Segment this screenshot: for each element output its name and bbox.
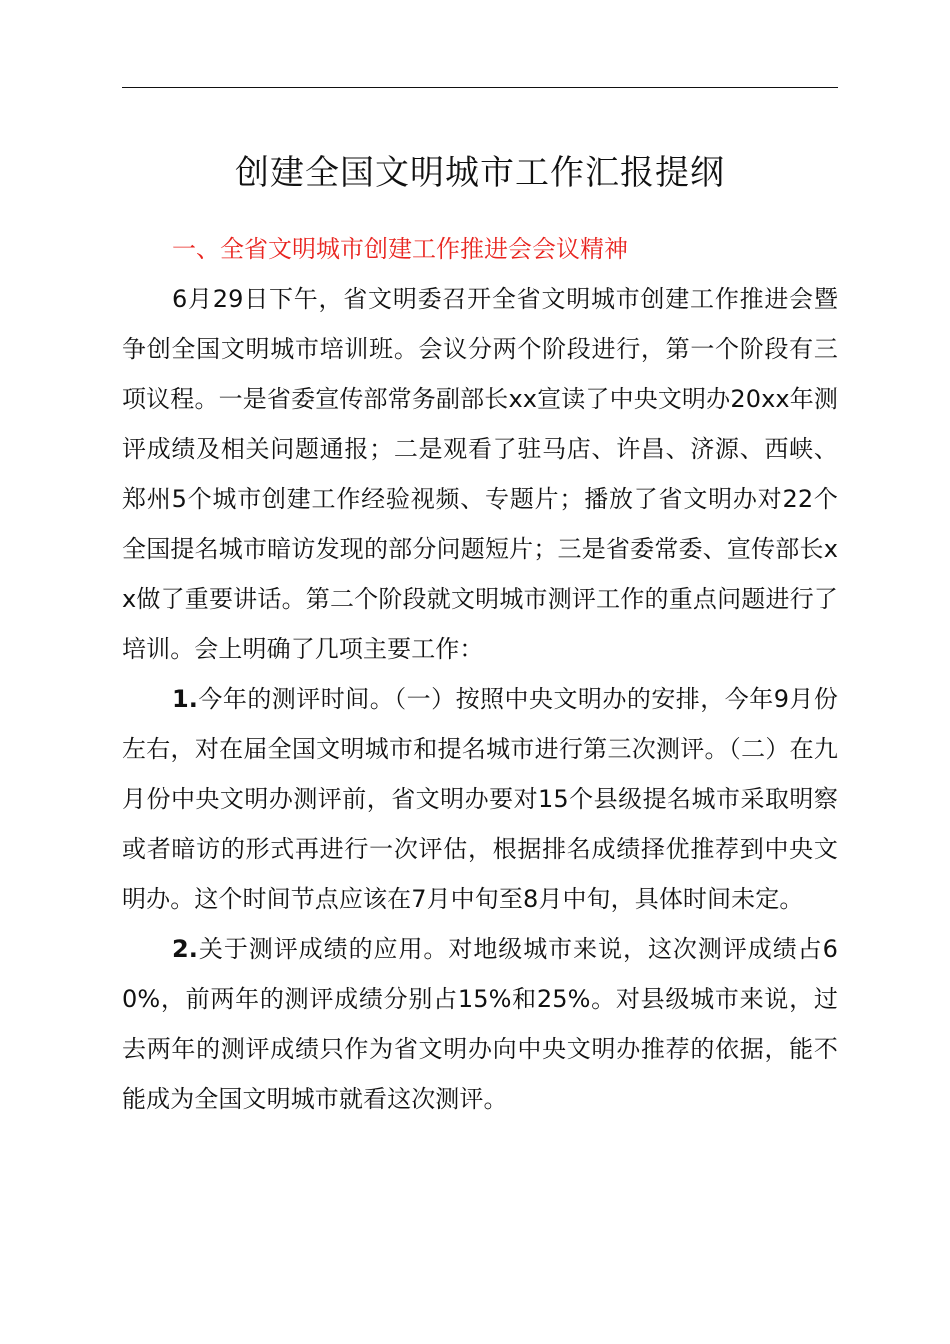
paragraph-item-2 bbox=[122, 924, 838, 1124]
header-rule bbox=[122, 87, 838, 88]
paragraph-meeting-summary: 6月29日下午，省文明委召开全省文明城市创建工作推进会暨争创全国文明城市培训班。会议分两个阶段进行，第一个阶段有三项议程。一是省委宣传部常务副部长xx宣读了中央文明办20xx年测评成绩及相关问题通报；二是观看了驻马店、许昌、济源、西峡、郑州5个城市创建工作经验视频、专题片；播放了省文明办对22个全国提名城市暗访发现的部分问题短片；三是省委常委、宣传部长xx做了重要讲话。第二个阶段就文明城市测评工作的重点问题进行了培训。会上明确了几项主要工作： bbox=[122, 285, 838, 663]
document-title: 创建全国文明城市工作汇报提纲 bbox=[235, 153, 725, 193]
item-2-number: 2. bbox=[172, 935, 199, 963]
paragraph-item-1 bbox=[122, 674, 838, 924]
item-2-text: 关于测评成绩的应用。对地级城市来说，这次测评成绩占60%，前两年的测评成绩分别占15%和25%。对县级城市来说，过去两年的测评成绩只作为省文明办向中央文明办推荐的依据，能不能成为全国文明城市就看这次测评。 bbox=[122, 935, 838, 1113]
section-heading: 一、全省文明城市创建工作推进会会议精神 bbox=[172, 235, 628, 263]
document-body bbox=[122, 224, 838, 1124]
item-1-text: 今年的测评时间。（一）按照中央文明办的安排，今年9月份左右，对在届全国文明城市和提名城市进行第三次测评。（二）在九月份中央文明办测评前，省文明办要对15个县级提名城市采取明察或者暗访的形式再进行一次评估，根据排名成绩择优推荐到中央文明办。这个时间节点应该在7月中旬至8月中旬，具体时间未定。 bbox=[122, 685, 838, 913]
item-1-number: 1. bbox=[172, 685, 199, 713]
